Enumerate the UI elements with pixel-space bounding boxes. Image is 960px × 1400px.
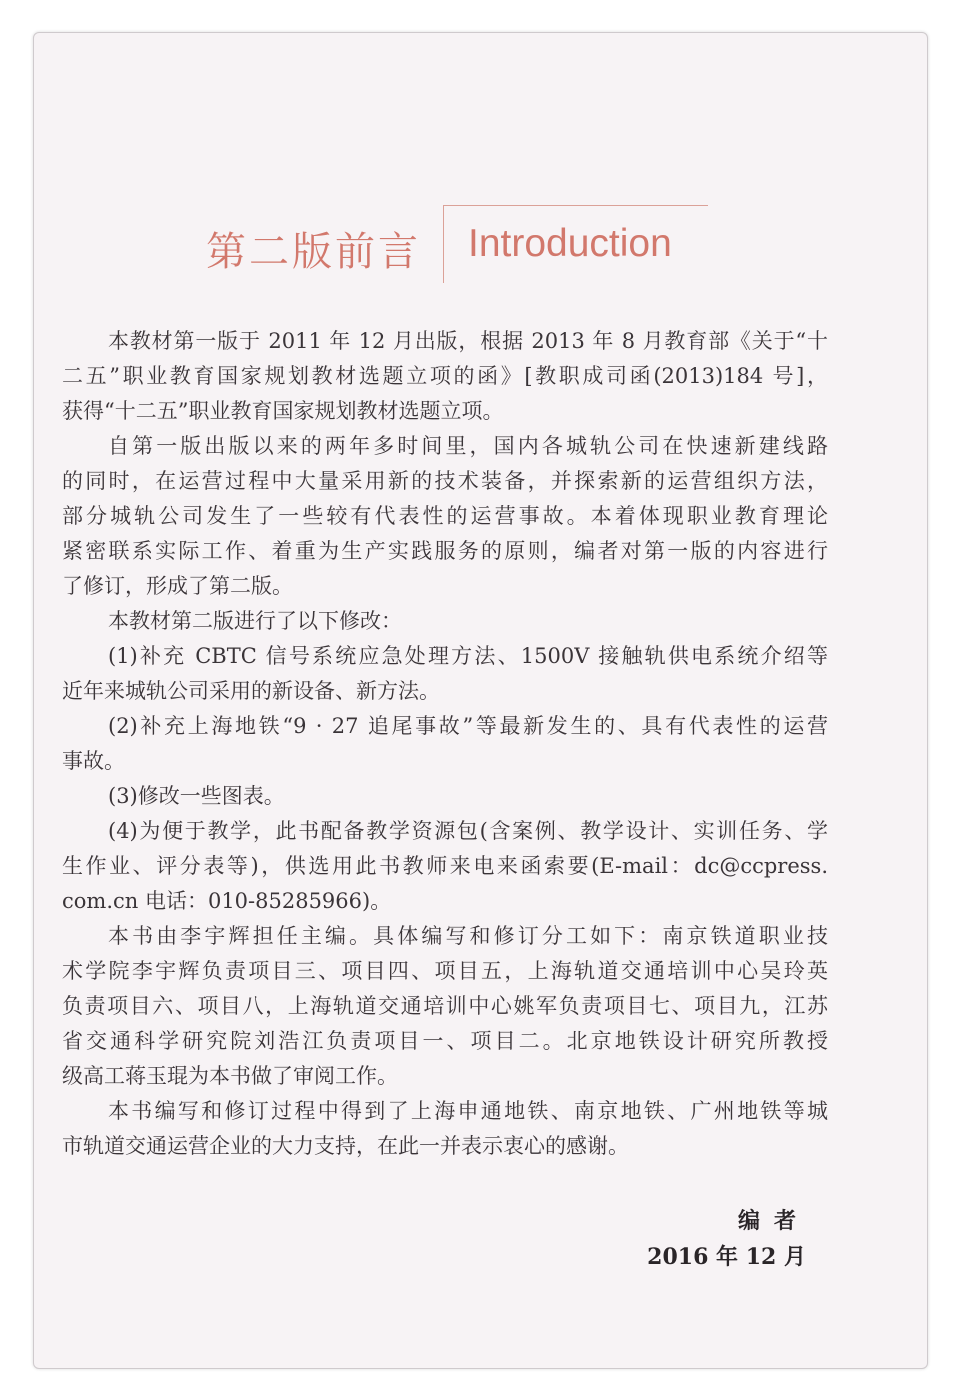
text-line: (1)补充 CBTC 信号系统应急处理方法、1500V 接触轨供电系统介绍等 — [108, 644, 828, 668]
paragraph — [62, 429, 828, 604]
paragraph — [62, 709, 828, 779]
paragraph — [62, 1094, 828, 1164]
text-line: (2)补充上海地铁“9 · 27 追尾事故”等最新发生的、具有代表性的运营 — [108, 714, 828, 738]
text-line: 术学院李宇辉负责项目三、项目四、项目五，上海轨道交通培训中心吴玲英 — [62, 959, 828, 983]
text-line: 本书由李宇辉担任主编。具体编写和修订分工如下：南京铁道职业技 — [108, 924, 828, 948]
signature-author: 编者 — [737, 1208, 810, 1234]
page-title-english: Introduction — [468, 222, 672, 265]
signature-date: 2016 年 12 月 — [647, 1244, 806, 1270]
text-line: 生作业、评分表等)，供选用此书教师来电来函索要(E-mail：dc@ccpress. — [62, 854, 828, 878]
text-line: 了修订，形成了第二版。 — [62, 574, 293, 598]
paragraph — [62, 604, 828, 639]
text-line: 二五”职业教育国家规划教材选题立项的函》[教职成司函(2013)184 号]， — [62, 364, 828, 388]
text-line: 省交通科学研究院刘浩江负责项目一、项目二。北京地铁设计研究所教授 — [62, 1029, 828, 1053]
text-line: 的同时，在运营过程中大量采用新的技术装备，并探索新的运营组织方法， — [62, 469, 828, 493]
text-line: 部分城轨公司发生了一些较有代表性的运营事故。本着体现职业教育理论 — [62, 504, 828, 528]
title-divider-vertical — [443, 205, 444, 283]
text-line: 市轨道交通运营企业的大力支持，在此一并表示衷心的感谢。 — [62, 1134, 629, 1158]
text-line: (3)修改一些图表。 — [108, 784, 285, 808]
text-line: 获得“十二五”职业教育国家规划教材选题立项。 — [62, 399, 504, 423]
title-divider-horizontal — [443, 205, 708, 206]
text-line: 本书编写和修订过程中得到了上海申通地铁、南京地铁、广州地铁等城 — [108, 1099, 828, 1123]
text-line: 级高工蒋玉琨为本书做了审阅工作。 — [62, 1064, 398, 1088]
paragraph — [62, 779, 828, 814]
text-line: 自第一版出版以来的两年多时间里，国内各城轨公司在快速新建线路 — [108, 434, 828, 458]
preface-body — [62, 324, 828, 1164]
paragraph — [62, 919, 828, 1094]
paragraph — [62, 639, 828, 709]
text-line: 事故。 — [62, 749, 125, 773]
page-title-chinese: 第二版前言 — [206, 229, 421, 275]
text-line: 紧密联系实际工作、着重为生产实践服务的原则，编者对第一版的内容进行 — [62, 539, 828, 563]
paragraph — [62, 814, 828, 919]
paragraph — [62, 324, 828, 429]
text-line: com.cn 电话：010-85285966)。 — [62, 889, 392, 913]
text-line: (4)为便于教学，此书配备教学资源包(含案例、教学设计、实训任务、学 — [108, 819, 828, 843]
text-line: 负责项目六、项目八，上海轨道交通培训中心姚军负责项目七、项目九，江苏 — [62, 994, 828, 1018]
text-line: 本教材第二版进行了以下修改： — [108, 609, 402, 633]
text-line: 本教材第一版于 2011 年 12 月出版，根据 2013 年 8 月教育部《关于“十 — [108, 329, 828, 353]
text-line: 近年来城轨公司采用的新设备、新方法。 — [62, 679, 440, 703]
